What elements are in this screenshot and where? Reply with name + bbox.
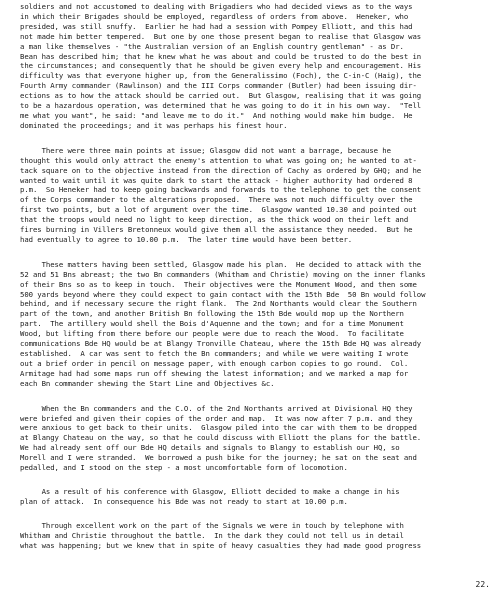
- text-line: difficulty was that everyone higher up, from the Generalissimo (Foch), the C-in-C (Haig), the: [20, 71, 422, 81]
- paragraph-spacer: [20, 389, 483, 404]
- text-line: dominated the proceedings; and it was perhaps his finest hour.: [20, 120, 288, 130]
- text-line: that the troops would need no light to keep direction, as the thick wood on their left and: [20, 215, 409, 225]
- text-line: Fourth Army commander (Rawlinson) and the III Corps commander (Butler) had been issuing dir-: [20, 81, 417, 91]
- text-line: at Blangy Chateau on the way, so that he could discuss with Elliott the plans for the battle.: [20, 433, 422, 443]
- text-line: what was happening; but we knew that in spite of heavy casualties they had made good progress: [20, 540, 422, 550]
- paragraph-spacer: [20, 131, 483, 146]
- text-line: Through excellent work on the part of the Signals we were in touch by telephone with: [20, 520, 404, 530]
- text-line: 500 yards beyond where they could expect to gain contact with the 15th Bde 50 Bn would follow: [20, 289, 426, 299]
- text-line: of their Bns so as to keep in touch. Their objectives were the Monument Wood, and then some: [20, 279, 417, 289]
- text-line: We had already sent off our Bde HQ details and signals to Blangy to establish our HQ, so: [20, 443, 400, 453]
- text-line: were anxious to get back to their units. Glasgow piled into the car with them to be dropped: [20, 423, 417, 433]
- text-line: out a brief order in pencil on message paper, with enough carbon copies to go round. Col.: [20, 358, 409, 368]
- paragraph-spacer: [20, 507, 483, 521]
- text-line: in which their Brigades should be employed, regardless of orders from above. Heneker, who: [20, 11, 409, 21]
- text-line: were briefed and given their copies of the order and map. It was now after 7 p.m. and they: [20, 413, 413, 423]
- text-line: behind, and if necessary secure the right flank. The 2nd Northants would clear the Southern: [20, 299, 417, 309]
- paragraph-points-at-issue: [20, 146, 483, 245]
- text-line: Armitage had had some maps run off shewing the latest information; and we marked a map for: [20, 368, 409, 378]
- text-line: These matters having been settled, Glasgow made his plan. He decided to attack with the: [20, 259, 422, 269]
- text-line: of the Corps commander to the alterations proposed. There was not much difficulty over the: [20, 195, 413, 205]
- text-line: part of the town, and another British Bn following the 15th Bde would mop up the Northern: [20, 309, 404, 319]
- text-line: Bean has described him; that he knew what he was about and could be trusted to do the best in: [20, 51, 422, 61]
- text-line: each Bn commander shewing the Start Line and Objectives &c.: [20, 378, 275, 388]
- paragraph-spacer: [20, 473, 483, 487]
- text-line: 52 and 51 Bns abreast; the two Bn commanders (Whitham and Christie) moving on the inner flanks: [20, 269, 426, 279]
- text-line: established. A car was sent to fetch the Bn commanders; and while we were waiting I wrote: [20, 349, 409, 358]
- text-line: had eventually to agree to 10.00 p.m. The later time would have been better.: [20, 234, 353, 244]
- text-line: When the Bn commanders and the C.O. of the 2nd Northants arrived at Divisional HQ they: [20, 403, 413, 413]
- paragraph-signals: [20, 521, 483, 551]
- text-line: plan of attack. In consequence his Bde was not ready to start at 10.00 p.m.: [20, 496, 348, 506]
- text-line: Wood, but lifting from there before our people were due to reach the Wood. To facilitate: [20, 329, 404, 339]
- text-line: As a result of his conference with Glasgow, Elliott decided to make a change in his: [20, 486, 400, 496]
- text-line: a man like themselves - "the Australian version of an English country gentleman" - as Dr.: [20, 41, 404, 51]
- text-line: communications Bde HQ would be at Blangy Tronville Chateau, where the 15th Bde HQ was already: [20, 339, 422, 349]
- text-line: the circumstances; and consequently that he should be given every help and encouragement. His: [20, 61, 422, 71]
- text-line: me what you want", he said: "and leave me to do it." And nothing would make him budge. He: [20, 110, 413, 120]
- text-line: presided, was still snuffy. Earlier he had had a session with Pompey Elliott, and this had: [20, 21, 413, 31]
- paragraph-brigadiers-meeting: [20, 2, 483, 131]
- paragraph-elliott-change: [20, 487, 483, 507]
- page-number: 22.: [475, 580, 490, 589]
- text-line: ections as to how the attack should be carried out. But Glasgow, realising that it was going: [20, 91, 422, 101]
- text-line: Whitham and Christie throughout the battle. In the dark they could not tell us in detail: [20, 530, 404, 540]
- text-line: part. The artillery would shell the Bois d'Aquenne and the town; and for a time Monument: [20, 319, 404, 329]
- paragraph-bn-commanders-briefing: [20, 404, 483, 473]
- text-line: pedalled, and I stood on the step - a most uncomfortable form of locomotion.: [20, 463, 348, 473]
- paragraph-spacer: [20, 245, 483, 260]
- text-line: wanted to wait until it was quite dark to start the attack - higher authority had ordered 8: [20, 175, 413, 185]
- text-line: There were three main points at issue; Glasgow did not want a barrage, because he: [20, 145, 391, 155]
- text-line: to be a hazardous operation, was determined that he was going to do it in his own way. "Tell: [20, 101, 422, 111]
- text-line: soldiers and not accustomed to dealing with Brigadiers who had decided views as to the ways: [20, 2, 413, 11]
- paragraph-attack-plan: [20, 260, 483, 389]
- text-line: thought this would only attract the enemy's attention to what was going on; he wanted to at-: [20, 155, 417, 165]
- text-line: first two points, but a lot of argument over the time. Glasgow wanted 10.30 and pointed out: [20, 205, 417, 215]
- text-line: fires burning in Villers Bretonneux would give them all the assistance they needed. But he: [20, 225, 413, 235]
- text-line: Morell and I were stranded. We borrowed a push bike for the journey; he sat on the seat and: [20, 453, 417, 463]
- text-line: not made him better tempered. But one by one those present began to realise that Glasgow was: [20, 31, 422, 41]
- text-line: p.m. So Heneker had to keep going backwards and forwards to the telephone to get the consent: [20, 185, 422, 195]
- text-line: tack square on to the objective instead from the direction of Cachy as ordered by GHQ; and he: [20, 165, 422, 175]
